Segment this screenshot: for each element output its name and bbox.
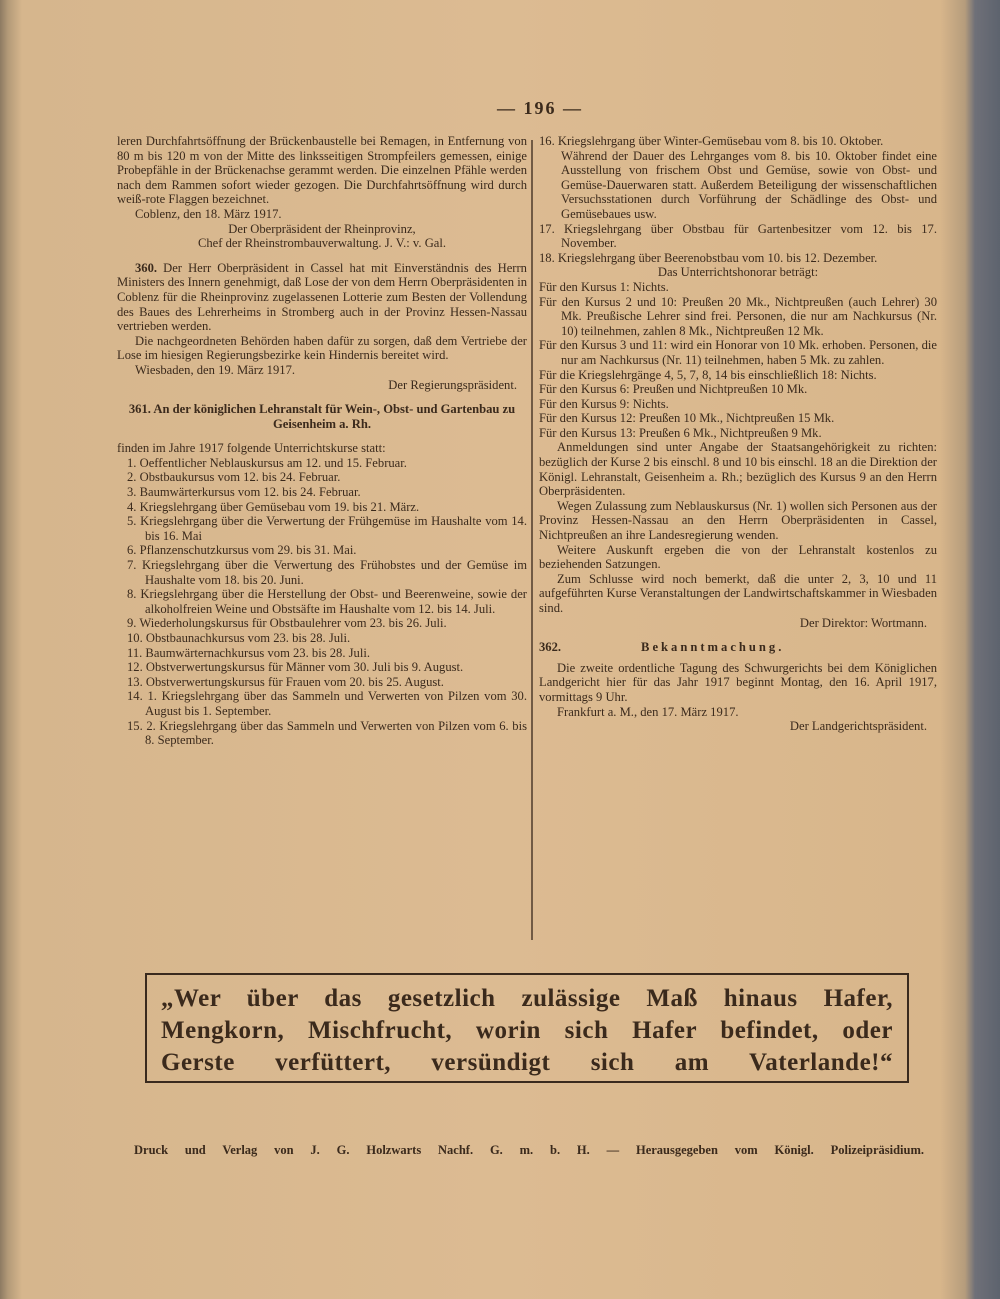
signature: Der Oberpräsident der Rheinprovinz, — [228, 221, 416, 236]
place-date: Coblenz, den 18. März 1917. — [135, 206, 282, 221]
fee-item: Für den Kursus 3 und 11: wird ein Honorar von 10 Mk. erhoben. Personen, die nur am Nachkursus (Nr. 11) teilnehmen, haben 5 Mk. zu zahlen. — [539, 338, 937, 367]
notice-361-intro: finden im Jahre 1917 folgende Unterrichtskurse statt: — [117, 441, 386, 456]
notice-362-heading: 362. Bekanntmachung. — [539, 640, 785, 655]
list-item: 4. Kriegslehrgang über Gemüsebau vom 19. bis 21. März. — [127, 499, 420, 514]
list-item: 10. Obstbaunachkursus vom 23. bis 28. Juli. — [127, 631, 351, 645]
page-number: — 196 — — [497, 98, 583, 118]
list-item: 11. Baumwärternachkursus vom 23. bis 28. Juli. — [127, 645, 370, 660]
list-item: 2. Obstbaukursus vom 12. bis 24. Februar. — [127, 470, 341, 485]
notice-box — [145, 973, 909, 1083]
signature: Der Regierungspräsident. — [388, 377, 517, 392]
imprint-footer: Druck und Verlag von J. G. Holzwarts Nachf. G. m. b. H. — Herausgegeben vom Königl. Polizeipräsidium. — [134, 1143, 924, 1157]
list-item: 6. Pflanzenschutzkursus vom 29. bis 31. Mai. — [127, 543, 357, 558]
left-column — [117, 134, 527, 748]
right-column — [539, 134, 937, 734]
fee-item: Für den Kursus 1: Nichts. — [539, 279, 669, 294]
exhibition-text: Während der Dauer des Lehrganges vom 8. bis 10. Oktober findet eine Ausstellung von frischem Obst und Gemüse, sowie von Obst- und Gemüse-Dauerwaren statt. Außerdem Beteiligung der wissenschaftlichen Versuchsstationen durch Vorführung der Schädlinge des Obst- und Gemüsebaues usw. — [561, 148, 937, 221]
notice-360-text: Die nachgeordneten Behörden haben dafür zu sorgen, daß dem Vertriebe der Lose im hiesigen Regierungsbezirke kein Hindernis bereitet wird. — [117, 333, 527, 363]
notice-362-text: Die zweite ordentliche Tagung des Schwurgerichts bei dem Königlichen Landgericht hier für das Jahr 1917 beginnt Montag, den 16. April 1917, vormittags 9 Uhr. — [539, 660, 937, 704]
notice-box-line: Gerste verfüttert, versündigt sich am Vaterlande!“ — [161, 1049, 893, 1076]
fee-item: Für den Kursus 2 und 10: Preußen 20 Mk., Nichtpreußen (auch Lehrer) 30 Mk. Preußische Lehrer sind frei. Personen, die nur am Nachkursus (Nr. 10) teilnehmen, zahlen 8 Mk., Nichtpreußen 12 Mk. — [539, 294, 937, 338]
fee-item: Für den Kursus 6: Preußen und Nichtpreußen 10 Mk. — [539, 382, 808, 397]
notice-box-line: „Wer über das gesetzlich zulässige Maß hinaus Hafer, — [161, 985, 893, 1012]
fee-heading: Das Unterrichtshonorar beträgt: — [657, 265, 819, 280]
signature: Chef der Rheinstrombauverwaltung. J. V.: v. Gal. — [197, 236, 447, 251]
list-item: 12. Obstverwertungskursus für Männer vom 30. Juli bis 9. August. — [127, 660, 464, 675]
list-item: 15. 2. Kriegslehrgang über das Sammeln und Verwerten von Pilzen vom 6. bis 8. September. — [127, 718, 527, 748]
fee-item: Für den Kursus 13: Preußen 6 Mk., Nichtpreußen 9 Mk. — [539, 425, 822, 440]
continued-text: leren Durchfahrtsöffnung der Brückenbaustelle bei Remagen, in Entfernung von 80 m bis 120 m von der Mitte des linksseitigen Strompfeilers gemessen, einige Probepfähle in der Brückenachse gerammt werden. Die einzelnen Pfähle werden nach dem Rammen sofort wieder gezogen. Die Durchfahrtsöffnung wird durch weiß-rote Flaggen bezeichnet. — [117, 134, 527, 207]
list-item: 17. Kriegslehrgang über Obstbau für Gartenbesitzer vom 12. bis 17. November. — [539, 221, 937, 251]
list-item: 7. Kriegslehrgang über die Verwertung des Frühobstes und der Gemüse im Haushalte vom 18. bis 20. Juni. — [127, 558, 527, 587]
notice-box-line: Mengkorn, Mischfrucht, worin sich Hafer befindet, oder — [161, 1017, 893, 1044]
notice-361-heading: 361. An der königlichen Lehranstalt für Wein-, Obst- und Gartenbau zu Geisenheim a. Rh. — [128, 402, 516, 431]
column-divider — [531, 140, 533, 940]
place-date: Wiesbaden, den 19. März 1917. — [135, 362, 296, 377]
list-item: 8. Kriegslehrgang über die Herstellung der Obst- und Beerenweine, sowie der alkoholfreien Weine und Obstsäfte im Haushalte vom 12. bis 14. Juli. — [127, 587, 527, 616]
list-item: 9. Wiederholungskursus für Obstbaulehrer vom 23. bis 26. Juli. — [127, 616, 447, 631]
list-item: 1. Oeffentlicher Neblauskursus am 12. und 15. Februar. — [127, 455, 407, 470]
info-text: Weitere Auskunft ergeben die von der Lehranstalt kostenlos zu beziehenden Satzungen. — [539, 542, 937, 572]
signature: Der Landgerichtspräsident. — [789, 719, 927, 734]
fee-item: Für die Kriegslehrgänge 4, 5, 7, 8, 14 bis einschließlich 18: Nichts. — [539, 367, 877, 382]
list-item: 18. Kriegslehrgang über Beerenobstbau vom 10. bis 12. Dezember. — [539, 250, 878, 265]
admission-text: Wegen Zulassung zum Neblauskursus (Nr. 1) wollen sich Personen aus der Provinz Hessen-Nassau an den Herrn Oberpräsidenten in Cassel, Nichtpreußen an ihre Landesregierung wenden. — [539, 498, 937, 543]
course-list — [117, 456, 527, 748]
list-item: 3. Baumwärterkursus vom 12. bis 24. Februar. — [127, 485, 361, 500]
list-item: 13. Obstverwertungskursus für Frauen vom 20. bis 25. August. — [127, 674, 444, 689]
list-item: 14. 1. Kriegslehrgang über das Sammeln und Verwerten von Pilzen vom 30. August bis 1. September. — [127, 689, 527, 718]
list-item: 5. Kriegslehrgang über die Verwertung der Frühgemüse im Haushalte vom 14. bis 16. Mai — [127, 514, 527, 543]
signature: Der Direktor: Wortmann. — [799, 615, 927, 630]
list-item: 16. Kriegslehrgang über Winter-Gemüsebau vom 8. bis 10. Oktober. — [539, 134, 884, 148]
closing-text: Zum Schlusse wird noch bemerkt, daß die unter 2, 3, 10 und 11 aufgeführten Kurse Veranstaltungen der Landwirtschaftskammer in Wiesbaden sind. — [539, 571, 937, 615]
notice-360: 360. Der Herr Oberpräsident in Cassel hat mit Einverständnis des Herrn Ministers des Innern genehmigt, daß Lose der von dem Herrn Oberpräsidenten in Coblenz für die Rheinprovinz zugelassenen Lotterie zum Besten der Vollendung des Baues des Lehrerheims in Stromberg auch in der Provinz Hessen-Nassau vertrieben werden. — [117, 260, 527, 334]
fee-item: Für den Kursus 12: Preußen 10 Mk., Nichtpreußen 15 Mk. — [539, 411, 835, 426]
registration-text: Anmeldungen sind unter Angabe der Staatsangehörigkeit zu richten: bezüglich der Kurse 2 bis einschl. 8 und 10 bis einschl. 18 an die Direktion der Königl. Lehranstalt, Geisenheim a. Rh.; bezüglich des Kursus 9 an den Herrn Oberpräsidenten. — [539, 440, 937, 499]
place-date: Frankfurt a. M., den 17. März 1917. — [557, 704, 739, 719]
fee-item: Für den Kursus 9: Nichts. — [539, 396, 669, 411]
